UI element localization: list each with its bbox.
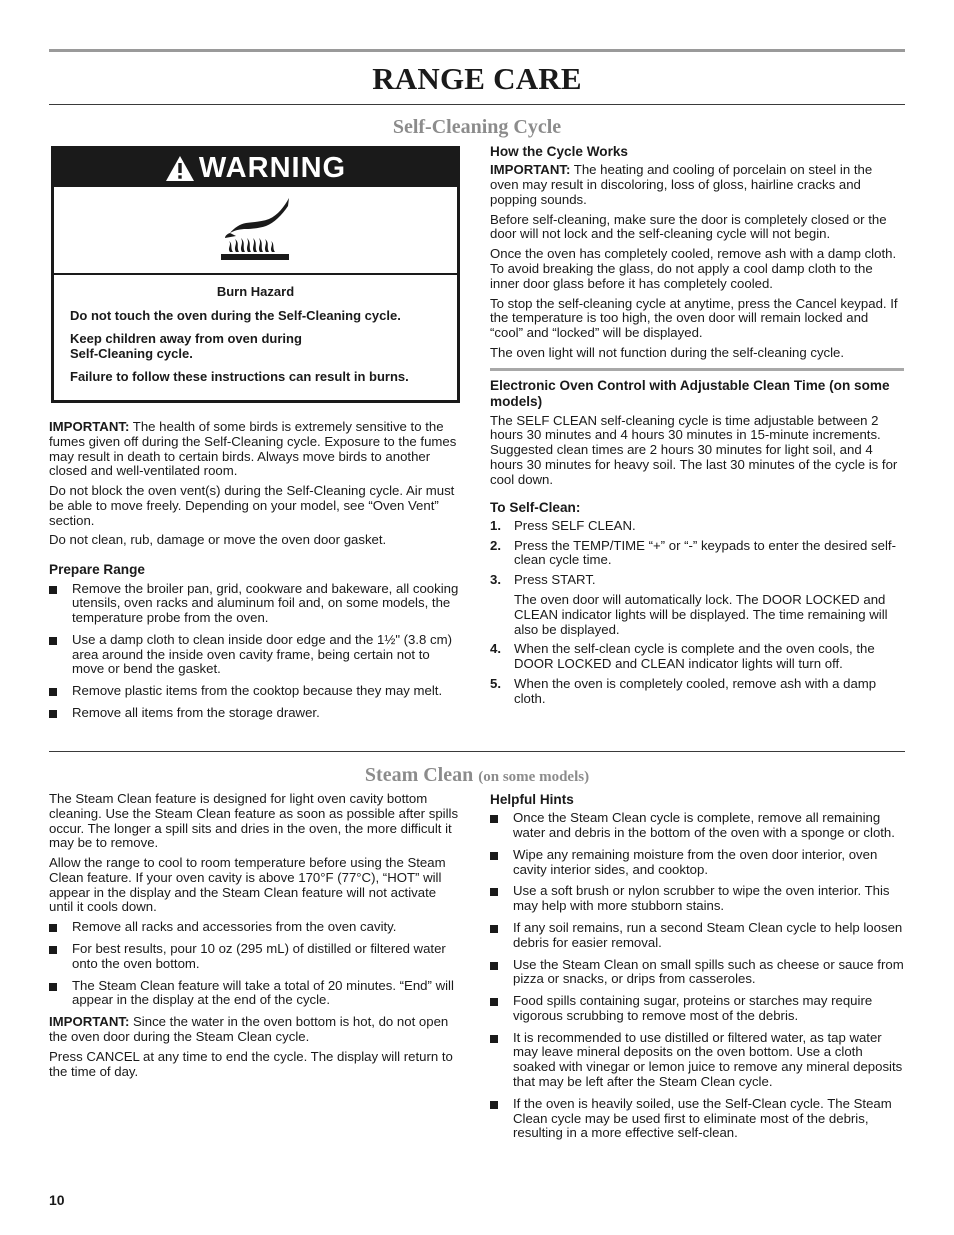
burn-icon-area [54,187,457,275]
top-rule [49,49,905,52]
helpful-hints-list [490,811,904,1141]
prepare-range-heading: Prepare Range [49,562,145,578]
vent-paragraph: Do not block the oven vent(s) during the Self-Cleaning cycle. Air must be able to move freely. Depending on your model, see “Oven Vent” section. [49,483,455,528]
electronic-control-text: The SELF CLEAN self-cleaning cycle is time adjustable between 2 hours 30 minutes and 4 hours 30 minutes in 15-minute increments. Suggested clean times are 2 hours 30 minutes for light soil, and 4 hours 30 minutes for heavy soil. The last 30 minutes of the cycle is for cool down. [490,412,898,487]
how-paragraph: Before self-cleaning, make sure the door is completely closed or the door will not lock and the self-cleaning cycle will not begin. [490,211,887,242]
steam-cancel-paragraph: Press CANCEL at any time to end the cycle. The display will return to the time of day. [49,1048,453,1079]
step-3-note: The oven door will automatically lock. The DOOR LOCKED and CLEAN indicator lights will be displayed. The time remaining will also be displayed. [514,591,888,637]
prepare-range-list [49,582,462,721]
warning-line: Keep children away from oven during Self-Cleaning cycle. [70,331,302,361]
self-clean-steps [490,519,904,588]
warning-line: Failure to follow these instructions can result in burns. [70,369,409,385]
title-rule [49,104,905,105]
list-item: If any soil remains, run a second Steam Clean cycle to help loosen debris for easier removal. [490,921,904,951]
step-item: 5. When the oven is completely cooled, remove ash with a damp cloth. [490,675,877,706]
list-item: Once the Steam Clean cycle is complete, remove all remaining water and debris in the bottom of the oven with a sponge or cloth. [490,811,904,841]
list-item: Use a soft brush or nylon scrubber to wipe the oven interior. This may help with more stubborn stains. [490,884,904,914]
self-clean-right-column [490,144,904,366]
list-item: Remove all items from the storage drawer. [49,706,462,721]
step-item: 1. Press SELF CLEAN. [490,517,636,533]
how-paragraph: To stop the self-cleaning cycle at anytime, press the Cancel keypad. If the temperature is too high, the oven door will remain locked and “cool” and “locked” will be displayed. [490,295,898,341]
step-item: 3. Press START. [490,572,596,588]
section-rule [49,751,905,752]
how-paragraph: The oven light will not function during the self-cleaning cycle. [490,344,845,360]
electronic-control-heading: Electronic Oven Control with Adjustable Clean Time (on some models) [490,378,890,410]
burn-hazard-label: Burn Hazard [216,284,295,299]
list-item: Remove all racks and accessories from the oven cavity. [49,920,462,935]
list-item: Wipe any remaining moisture from the oven door interior, oven cavity interior sides, and cooktop. [490,848,904,878]
list-item: Use a damp cloth to clean inside door edge and the 1½" (3.8 cm) area around the inside oven cavity frame, being certain not to move or bend the gasket. [49,633,462,677]
warning-header [54,149,457,187]
warning-title: WARNING [198,151,347,184]
to-self-clean-heading: To Self-Clean: [490,499,581,515]
step-item: 2. Press the TEMP/TIME “+” or “-” keypads to enter the desired self-clean cycle time. [490,537,896,568]
electronic-control-column [490,378,904,711]
list-item: Food spills containing sugar, proteins or starches may require vigorous scrubbing to remove most of the debris. [490,994,904,1024]
list-item: Remove plastic items from the cooktop because they may melt. [49,684,462,699]
steam-important-paragraph: IMPORTANT: Since the water in the oven bottom is hot, do not open the oven door during the Steam Clean cycle. [49,1014,449,1044]
list-item: It is recommended to use distilled or filtered water, as tap water may leave mineral deposits on the oven bottom. Use a cloth soaked with vinegar or lemon juice to remove any mineral deposits that may be left after the Steam Clean cycle. [490,1031,904,1090]
warning-box [51,146,460,403]
page-number: 10 [49,1192,65,1208]
list-item: Remove the broiler pan, grid, cookware and bakeware, all cooking utensils, oven racks and aluminum foil and, on some models, the temperature probe from the oven. [49,582,462,626]
warning-line: Do not touch the oven during the Self-Cleaning cycle. [70,307,401,323]
self-clean-left-column [49,420,462,728]
burn-hazard-hand-icon [216,195,296,265]
page-title: RANGE CARE [372,61,582,96]
steam-paragraph: Allow the range to cool to room temperature before using the Steam Clean feature. If your oven cavity is above 170°F (77°C), “HOT” will appear in the display and the Steam Clean feature will not activate until it cools down. [49,855,446,915]
porcelain-paragraph: IMPORTANT: The heating and cooling of porcelain on steel in the oven may result in discoloring, loss of gloss, hairline cracks and popping sounds. [490,162,873,207]
section-divider [490,368,904,371]
list-item: The Steam Clean feature will take a total of 20 minutes. “End” will appear in the display at the end of the cycle. [49,979,462,1009]
self-cleaning-heading: Self-Cleaning Cycle [392,116,562,138]
list-item: Use the Steam Clean on small spills such as cheese or sauce from pizza or snacks, or drips from casseroles. [490,958,904,988]
helpful-hints-heading: Helpful Hints [490,792,574,807]
step-item: 4. When the self-clean cycle is complete and the oven cools, the DOOR LOCKED and CLEAN indicator lights will turn off. [490,641,875,672]
steam-left-column [49,792,462,1084]
how-paragraph: Once the oven has completely cooled, remove ash with a damp cloth. To avoid breaking the glass, do not apply a cool damp cloth to the inner door glass before it has completely cooled. [490,246,897,291]
steam-paragraph: The Steam Clean feature is designed for light oven cavity bottom cleaning. Use the Steam Clean feature as soon as possible after spills occur. The longer a spill sits and dries in the oven, the more difficult it may be to remove. [49,791,459,851]
warning-triangle-icon [165,155,195,182]
steam-list [49,920,462,1008]
how-cycle-works-heading: How the Cycle Works [490,144,628,159]
self-clean-steps-continued [490,642,904,706]
list-item: If the oven is heavily soiled, use the Self-Clean cycle. The Steam Clean cycle may be used first to eliminate most of the debris, resulting in a more effective self-clean. [490,1097,904,1141]
warning-text [54,275,457,385]
gasket-paragraph: Do not clean, rub, damage or move the oven door gasket. [49,532,387,548]
birds-paragraph: IMPORTANT: The health of some birds is extremely sensitive to the fumes given off during the Self-Cleaning cycle. Exposure to the fumes may result in death to certain birds. Always move birds to another closed and well-ventilated room. [49,419,457,479]
list-item: For best results, pour 10 oz (295 mL) of distilled or filtered water onto the oven bottom. [49,942,462,972]
steam-clean-heading: Steam Clean (on some models) [364,764,590,786]
helpful-hints-column [490,792,904,1148]
